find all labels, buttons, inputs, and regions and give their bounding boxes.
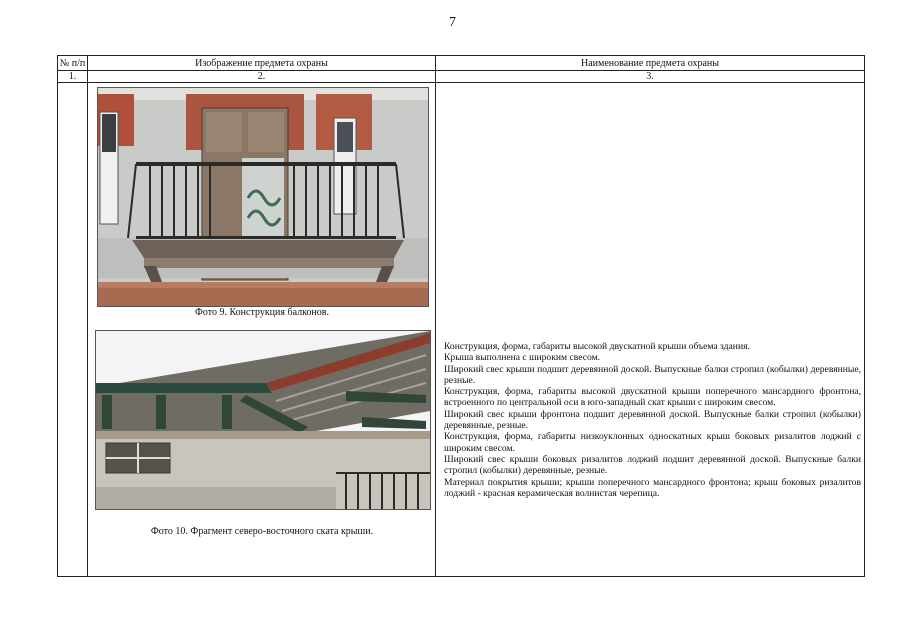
- header-num: № п/п: [58, 56, 88, 71]
- photo-9-caption: Фото 9. Конструкция балконов.: [194, 307, 330, 318]
- description-line: Конструкция, форма, габариты высокой двускатной крыши объема здания.: [444, 341, 750, 352]
- col-number-3: 3.: [436, 71, 865, 83]
- roof-eaves-photo: [95, 330, 431, 510]
- photos-cell: [88, 83, 436, 577]
- description-line: Широкий свес крыши боковых ризалитов лоджий подшит деревянной доской. Выпускные балки стропил (кобылки) деревянные, резные.: [444, 453, 861, 477]
- description-line: Конструкция, форма, габариты низкоуклонных односкатных крыш боковых ризалитов лоджий с широким свесом.: [444, 431, 861, 454]
- protection-description: [444, 341, 861, 499]
- row-number-cell: [58, 83, 88, 577]
- description-line: Широкий свес крыши фронтона подшит деревянной доской. Выпускные балки стропил (кобылки) деревянные, резные.: [444, 408, 861, 432]
- balcony-photo: [97, 87, 429, 307]
- protection-items-table: [57, 55, 865, 577]
- page-number: 7: [449, 15, 456, 30]
- description-line: Широкий свес крыши подшит деревянной доской. Выпускные балки стропил (кобылки) деревянные, резные.: [444, 363, 861, 386]
- header-name: Наименование предмета охраны: [436, 56, 865, 71]
- photo-10-caption: Фото 10. Фрагмент северо-восточного ската крыши.: [150, 526, 374, 537]
- col-number-2: 2.: [88, 71, 436, 83]
- description-line: Материал покрытия крыши; крыши поперечного мансардного фронтона; крыш боковых ризалитов лоджий - красная керамическая волнистая черепица.: [444, 476, 861, 499]
- col-number-1: 1.: [58, 71, 88, 83]
- header-image: Изображение предмета охраны: [88, 56, 436, 71]
- description-line: Крыша выполнена с широким свесом.: [444, 352, 601, 364]
- description-line: Конструкция, форма, габариты высокой двускатной крыши поперечного мансардного фронтона, встроенного по центральной оси в юго-западный скат крыши с широким свесом.: [444, 386, 861, 409]
- description-cell: [436, 83, 865, 577]
